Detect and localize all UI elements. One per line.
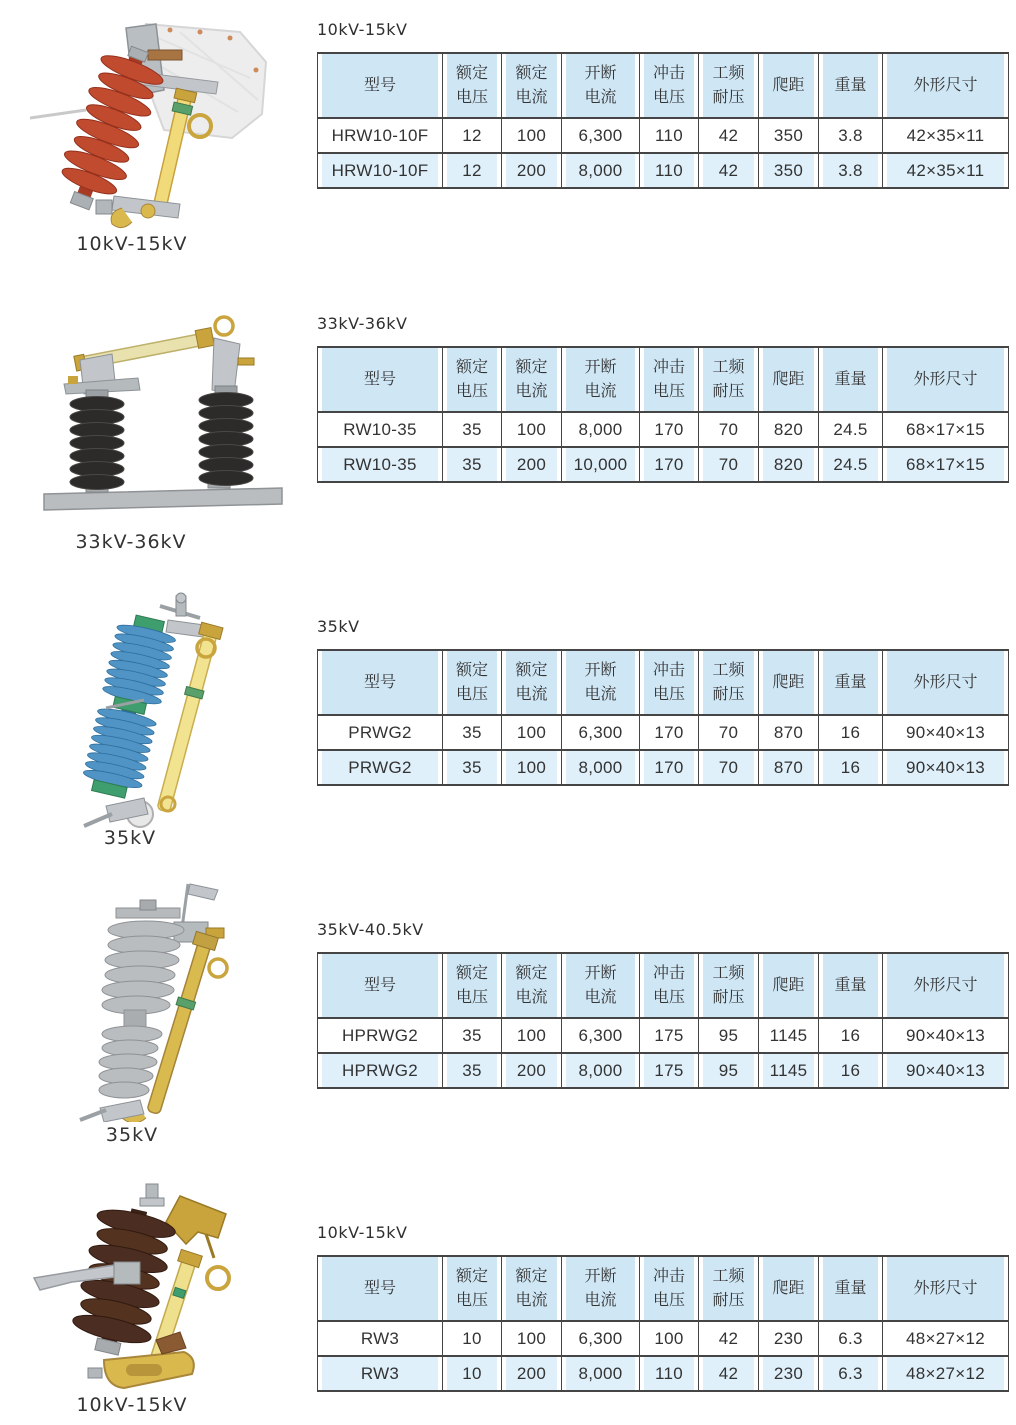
column-header: 爬距 (758, 52, 818, 119)
spec-cell: 230 (758, 1322, 818, 1357)
spec-cell: 70 (698, 751, 758, 786)
column-header: 冲击 电压 (639, 952, 698, 1019)
spec-cell: 90×40×13 (882, 1019, 1008, 1054)
column-header: 开断 电流 (561, 346, 639, 413)
table-title: 10kV-15kV (317, 1223, 408, 1242)
spec-cell: 8,000 (561, 1054, 639, 1089)
spec-cell: 110 (639, 1357, 698, 1392)
column-header: 额定 电压 (442, 649, 501, 716)
spec-cell: 6,300 (561, 1322, 639, 1357)
spec-cell: 35 (442, 1019, 501, 1054)
column-header: 爬距 (758, 1255, 818, 1322)
spec-cell: 24.5 (818, 448, 882, 483)
fuse-cutout-blue-image (48, 592, 292, 830)
header-row (318, 346, 1008, 413)
product-photo-gray-cutout (40, 882, 292, 1126)
column-header: 冲击 电压 (639, 1255, 698, 1322)
column-header: 重量 (818, 1255, 882, 1322)
spec-cell: 1145 (758, 1054, 818, 1089)
column-header: 外形尺寸 (882, 346, 1008, 413)
spec-cell: 24.5 (818, 413, 882, 448)
spec-cell: 16 (818, 751, 882, 786)
column-header: 冲击 电压 (639, 649, 698, 716)
column-header: 爬距 (758, 346, 818, 413)
spec-cell: 95 (698, 1019, 758, 1054)
fuse-cutout-gray-image (40, 882, 292, 1122)
spec-cell: 110 (639, 154, 698, 189)
spec-row (318, 1322, 1008, 1357)
spec-cell: 48×27×12 (882, 1322, 1008, 1357)
model-cell: RW3 (318, 1322, 442, 1357)
spec-table (317, 649, 1009, 786)
spec-cell: 10 (442, 1322, 501, 1357)
spec-cell: 100 (501, 716, 561, 751)
spec-cell: 870 (758, 716, 818, 751)
spec-cell: 35 (442, 751, 501, 786)
fuse-cutout-brown-image (28, 1182, 296, 1394)
spec-cell: 8,000 (561, 751, 639, 786)
column-header: 外形尺寸 (882, 52, 1008, 119)
column-header: 重量 (818, 346, 882, 413)
spec-cell: 10 (442, 1357, 501, 1392)
spec-cell: 200 (501, 1054, 561, 1089)
product-caption: 10kV-15kV (76, 1394, 188, 1416)
spec-row (318, 154, 1008, 189)
table-title: 33kV-36kV (317, 314, 408, 333)
model-cell: HPRWG2 (318, 1054, 442, 1089)
column-header: 外形尺寸 (882, 1255, 1008, 1322)
product-photo-double-black (28, 298, 306, 532)
column-header: 额定 电流 (501, 1255, 561, 1322)
column-header: 冲击 电压 (639, 346, 698, 413)
column-header: 开断 电流 (561, 649, 639, 716)
spec-cell: 170 (639, 751, 698, 786)
column-header: 外形尺寸 (882, 952, 1008, 1019)
spec-cell: 870 (758, 751, 818, 786)
column-header: 型号 (318, 346, 442, 413)
model-cell: HRW10-10F (318, 154, 442, 189)
column-header: 型号 (318, 649, 442, 716)
model-cell: RW10-35 (318, 448, 442, 483)
spec-cell: 35 (442, 1054, 501, 1089)
column-header: 额定 电压 (442, 1255, 501, 1322)
spec-cell: 170 (639, 448, 698, 483)
product-caption: 33kV-36kV (75, 531, 187, 553)
model-cell: PRWG2 (318, 716, 442, 751)
spec-cell: 200 (501, 154, 561, 189)
column-header: 重量 (818, 952, 882, 1019)
table-title: 35kV-40.5kV (317, 920, 424, 939)
spec-cell: 175 (639, 1019, 698, 1054)
column-header: 工频 耐压 (698, 346, 758, 413)
product-caption: 35kV (105, 1124, 159, 1146)
spec-cell: 350 (758, 154, 818, 189)
spec-cell: 100 (501, 751, 561, 786)
column-header: 额定 电压 (442, 346, 501, 413)
spec-cell: 16 (818, 716, 882, 751)
table-title: 10kV-15kV (317, 20, 408, 39)
spec-table (317, 346, 1009, 483)
spec-cell: 70 (698, 716, 758, 751)
spec-cell: 100 (501, 413, 561, 448)
spec-cell: 6.3 (818, 1357, 882, 1392)
spec-cell: 42 (698, 1357, 758, 1392)
spec-cell: 48×27×12 (882, 1357, 1008, 1392)
fuse-cutout-black-image (28, 298, 306, 528)
column-header: 爬距 (758, 649, 818, 716)
spec-cell: 35 (442, 716, 501, 751)
column-header: 型号 (318, 1255, 442, 1322)
spec-row (318, 1357, 1008, 1392)
spec-cell: 12 (442, 154, 501, 189)
column-header: 开断 电流 (561, 52, 639, 119)
spec-cell: 100 (501, 1019, 561, 1054)
model-cell: HRW10-10F (318, 119, 442, 154)
column-header: 额定 电压 (442, 52, 501, 119)
spec-cell: 42 (698, 154, 758, 189)
spec-row (318, 1019, 1008, 1054)
spec-cell: 42 (698, 119, 758, 154)
spec-cell: 8,000 (561, 413, 639, 448)
product-caption: 10kV-15kV (76, 233, 188, 255)
spec-cell: 10,000 (561, 448, 639, 483)
spec-cell: 90×40×13 (882, 716, 1008, 751)
spec-cell: 6,300 (561, 119, 639, 154)
column-header: 额定 电压 (442, 952, 501, 1019)
column-header: 重量 (818, 649, 882, 716)
column-header: 外形尺寸 (882, 649, 1008, 716)
spec-cell: 3.8 (818, 119, 882, 154)
spec-cell: 68×17×15 (882, 448, 1008, 483)
spec-cell: 95 (698, 1054, 758, 1089)
spec-cell: 170 (639, 716, 698, 751)
model-cell: PRWG2 (318, 751, 442, 786)
spec-row (318, 716, 1008, 751)
spec-cell: 170 (639, 413, 698, 448)
spec-cell: 16 (818, 1019, 882, 1054)
column-header: 型号 (318, 952, 442, 1019)
spec-cell: 1145 (758, 1019, 818, 1054)
spec-cell: 820 (758, 413, 818, 448)
spec-row (318, 751, 1008, 786)
spec-cell: 42 (698, 1322, 758, 1357)
column-header: 额定 电流 (501, 952, 561, 1019)
model-cell: RW10-35 (318, 413, 442, 448)
model-cell: RW3 (318, 1357, 442, 1392)
column-header: 额定 电流 (501, 346, 561, 413)
column-header: 工频 耐压 (698, 649, 758, 716)
spec-cell: 6,300 (561, 1019, 639, 1054)
spec-cell: 3.8 (818, 154, 882, 189)
column-header: 额定 电流 (501, 649, 561, 716)
column-header: 重量 (818, 52, 882, 119)
spec-cell: 200 (501, 1357, 561, 1392)
fuse-cutout-red-image (30, 8, 302, 230)
product-caption: 35kV (103, 827, 157, 849)
model-cell: HPRWG2 (318, 1019, 442, 1054)
column-header: 冲击 电压 (639, 52, 698, 119)
column-header: 工频 耐压 (698, 952, 758, 1019)
spec-row (318, 413, 1008, 448)
spec-cell: 6.3 (818, 1322, 882, 1357)
column-header: 开断 电流 (561, 1255, 639, 1322)
header-row (318, 52, 1008, 119)
spec-cell: 35 (442, 413, 501, 448)
spec-cell: 90×40×13 (882, 751, 1008, 786)
spec-cell: 110 (639, 119, 698, 154)
spec-cell: 90×40×13 (882, 1054, 1008, 1089)
spec-cell: 6,300 (561, 716, 639, 751)
spec-cell: 8,000 (561, 1357, 639, 1392)
product-photo-blue-cutout (48, 592, 292, 834)
spec-cell: 35 (442, 448, 501, 483)
spec-cell: 200 (501, 448, 561, 483)
spec-cell: 100 (501, 1322, 561, 1357)
spec-cell: 12 (442, 119, 501, 154)
spec-row (318, 448, 1008, 483)
column-header: 工频 耐压 (698, 1255, 758, 1322)
spec-cell: 42×35×11 (882, 119, 1008, 154)
spec-row (318, 119, 1008, 154)
spec-cell: 42×35×11 (882, 154, 1008, 189)
spec-table (317, 1255, 1009, 1392)
product-photo-red-cutout (30, 8, 302, 234)
column-header: 爬距 (758, 952, 818, 1019)
spec-cell: 70 (698, 448, 758, 483)
column-header: 型号 (318, 52, 442, 119)
spec-cell: 68×17×15 (882, 413, 1008, 448)
header-row (318, 649, 1008, 716)
column-header: 额定 电流 (501, 52, 561, 119)
table-title: 35kV (317, 617, 360, 636)
spec-table (317, 52, 1009, 189)
spec-table (317, 952, 1009, 1089)
spec-cell: 70 (698, 413, 758, 448)
spec-cell: 230 (758, 1357, 818, 1392)
spec-cell: 175 (639, 1054, 698, 1089)
spec-cell: 16 (818, 1054, 882, 1089)
spec-cell: 8,000 (561, 154, 639, 189)
spec-row (318, 1054, 1008, 1089)
spec-cell: 350 (758, 119, 818, 154)
product-photo-brown-cutout (28, 1182, 296, 1398)
spec-cell: 820 (758, 448, 818, 483)
column-header: 工频 耐压 (698, 52, 758, 119)
spec-cell: 100 (639, 1322, 698, 1357)
spec-cell: 100 (501, 119, 561, 154)
column-header: 开断 电流 (561, 952, 639, 1019)
header-row (318, 952, 1008, 1019)
header-row (318, 1255, 1008, 1322)
